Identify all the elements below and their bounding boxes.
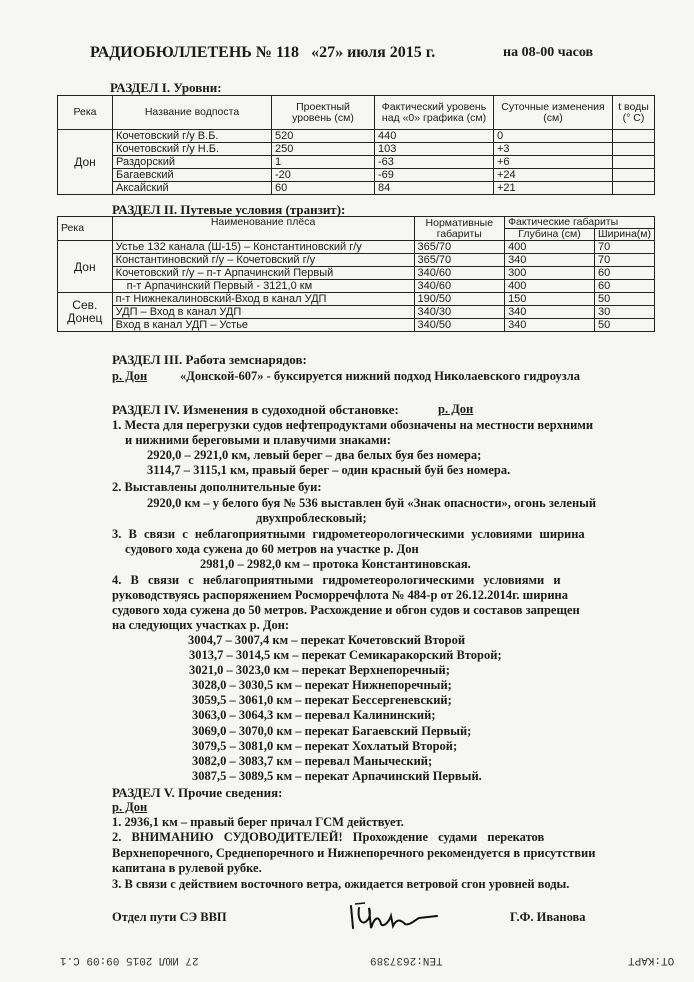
section4-item4: 4. В связи с неблагоприятными гидрометеорологическими условиями и: [112, 573, 561, 587]
daily-change: +6: [494, 156, 613, 169]
norm-size: 340/60: [414, 267, 505, 280]
water-temp: [613, 182, 655, 195]
list-item: 3004,7 – 3007,4 км – перекат Кочетовский Второй: [188, 633, 466, 647]
gauge-name: Кочетовский г/у Н.Б.: [113, 143, 272, 156]
col-header: Река: [58, 96, 113, 130]
reach-name: п-т Арпачинский Первый - 3121,0 км: [112, 280, 414, 293]
actual-level: -69: [375, 169, 494, 182]
section5-item3: 3. В связи с действием восточного ветра, ожидается ветровой сгон уровней воды.: [112, 877, 570, 891]
width: 60: [594, 267, 654, 280]
section2-title: РАЗДЕЛ II. Путевые условия (транзит):: [112, 202, 346, 217]
reach-name: Вход в канал УДП – Устье: [112, 319, 414, 332]
section4-item4-cont: на следующих участках р. Дон:: [112, 618, 290, 632]
width: 30: [594, 306, 654, 319]
section3-river: р. Дон: [112, 369, 148, 383]
table-row: [58, 306, 655, 319]
table-row: [58, 280, 655, 293]
department-label: Отдел пути СЭ ВВП: [112, 910, 227, 924]
norm-size: 340/30: [414, 306, 505, 319]
list-item: 3079,5 – 3081,0 км – перекат Хохлатый Второй;: [192, 739, 458, 753]
fax-header-strip: [0, 950, 694, 982]
width: 60: [594, 280, 654, 293]
bulletin-title: РАДИОБЮЛЛЕТЕНЬ № 118: [90, 44, 300, 61]
daily-change: 0: [494, 130, 613, 143]
col-header: Суточные изменения (см): [494, 96, 613, 130]
river-cell: Сев. Донец: [58, 293, 113, 332]
river-cell: Дон: [58, 241, 113, 293]
reach-name: Кочетовский г/у – п-т Арпачинский Первый: [112, 267, 414, 280]
design-level: 1: [272, 156, 375, 169]
section5-river: р. Дон: [112, 800, 148, 814]
norm-size: 190/50: [414, 293, 505, 306]
design-level: 250: [272, 143, 375, 156]
gauge-name: Кочетовский г/у В.Б.: [113, 130, 272, 143]
depth: 340: [505, 254, 595, 267]
actual-level: -63: [375, 156, 494, 169]
design-level: -20: [272, 169, 375, 182]
section4-item1-line: 2920,0 – 2921,0 км, левый берег – два белых буя без номера;: [147, 448, 482, 462]
water-temp: [613, 130, 655, 143]
reach-name: Константиновский г/у – Кочетовский г/у: [112, 254, 414, 267]
width: 50: [594, 293, 654, 306]
fax-phone: TEN:2637389: [370, 954, 443, 966]
section5-item2: 2. ВНИМАНИЮ СУДОВОДИТЕЛЕЙ! Прохождение судами перекатов: [112, 830, 545, 844]
section3-text: «Донской-607» - буксируется нижний подход Николаевского гидроузла: [180, 369, 581, 383]
bulletin-time: на 08-00 часов: [503, 45, 594, 60]
table-row: [58, 156, 655, 169]
water-temp: [613, 156, 655, 169]
section5-item2-cont: капитана в рулевой рубке.: [112, 861, 262, 875]
list-item: 3059,5 – 3061,0 км – перекат Бессергеневский;: [192, 693, 452, 707]
depth: 340: [505, 306, 595, 319]
col-header: Ширина(м): [594, 229, 654, 241]
river-cell: Дон: [58, 130, 113, 195]
norm-size: 365/70: [414, 254, 505, 267]
bulletin-date: «27» июля 2015 г.: [311, 44, 436, 61]
list-item: 3028,0 – 3030,5 км – перекат Нижнепоречный;: [192, 678, 452, 692]
section4-item1-cont: и нижними береговыми и плавучими знаками:: [125, 433, 391, 447]
gauge-name: Аксайский: [113, 182, 272, 195]
col-header: Наименование плёса: [112, 217, 414, 241]
signer-name: Г.Ф. Иванова: [510, 910, 586, 924]
section4-item4-cont: руководствуясь распоряжением Росморречфлота № 484-р от 26.12.2014г. ширина: [112, 588, 569, 602]
depth: 400: [505, 280, 595, 293]
width: 70: [594, 241, 654, 254]
list-item: 3069,0 – 3070,0 км – перекат Багаевский Первый;: [192, 724, 472, 738]
section4-item3-line: 2981,0 – 2982,0 км – протока Константиновская.: [200, 557, 471, 571]
levels-table: [57, 95, 655, 195]
bulletin-header: [90, 44, 443, 62]
actual-level: 440: [375, 130, 494, 143]
daily-change: +3: [494, 143, 613, 156]
section4-item2: 2. Выставлены дополнительные буи:: [112, 480, 322, 494]
section4-item4-cont: судового хода сужена до 50 метров. Расхождение и обгон судов и составов запрещен: [112, 603, 580, 617]
table-row: [58, 267, 655, 280]
section5-item1: 1. 2936,1 км – правый берег причал ГСМ действует.: [112, 815, 404, 829]
signature-image: [345, 898, 440, 936]
transit-table: [57, 216, 655, 332]
table-row: [58, 254, 655, 267]
design-level: 520: [272, 130, 375, 143]
section5-item2-cont: Верхнепоречного, Среднепоречного и Нижнепоречного рекомендуется в присутствии: [112, 846, 596, 860]
table-row: [58, 241, 655, 254]
gauge-name: Раздорский: [113, 156, 272, 169]
section4-item1: 1. Места для перегрузки судов нефтепродуктами обозначены на местности верхними: [112, 418, 594, 432]
norm-size: 365/70: [414, 241, 505, 254]
col-header: t воды (° С): [613, 96, 655, 130]
col-header: Название водпоста: [113, 96, 272, 130]
list-item: 3021,0 – 3023,0 км – перекат Верхнепоречный;: [189, 663, 450, 677]
col-header: Фактические габариты: [505, 217, 655, 229]
list-item: 3082,0 – 3083,7 км – перевал Маныческий;: [192, 754, 433, 768]
table-row: [58, 169, 655, 182]
reach-name: Устье 132 канала (Ш-15) – Константиновский г/у: [112, 241, 414, 254]
design-level: 60: [272, 182, 375, 195]
depth: 340: [505, 319, 595, 332]
depth: 300: [505, 267, 595, 280]
col-header: Глубина (см): [505, 229, 595, 241]
width: 50: [594, 319, 654, 332]
list-item: 3087,5 – 3089,5 км – перекат Арпачинский Первый.: [192, 769, 482, 783]
section4-item3: 3. В связи с неблагоприятными гидрометеорологическими условиями ширина: [112, 527, 585, 541]
gauge-name: Багаевский: [113, 169, 272, 182]
daily-change: +21: [494, 182, 613, 195]
section4-river: р. Дон: [438, 402, 474, 416]
water-temp: [613, 169, 655, 182]
col-header: Проектный уровень (см): [272, 96, 375, 130]
actual-level: 84: [375, 182, 494, 195]
section4-item2-cont: двухпроблесковый;: [256, 511, 367, 525]
section4-item3-cont: судового хода сужена до 60 метров на участке р. Дон: [125, 542, 419, 556]
fax-from: OT:KAPT: [628, 954, 675, 966]
width: 70: [594, 254, 654, 267]
depth: 400: [505, 241, 595, 254]
norm-size: 340/60: [414, 280, 505, 293]
reach-name: УДП – Вход в канал УДП: [112, 306, 414, 319]
section4-title: РАЗДЕЛ IV. Изменения в судоходной обстановке:: [112, 402, 399, 417]
depth: 150: [505, 293, 595, 306]
table-row: [58, 130, 655, 143]
table-row: [58, 182, 655, 195]
list-item: 3063,0 – 3064,3 км – перевал Калининский;: [192, 708, 436, 722]
table-row: [58, 293, 655, 306]
section3-title: РАЗДЕЛ III. Работа земснарядов:: [112, 352, 307, 367]
section4-item2-line: 2920,0 км – у белого буя № 536 выставлен буй «Знак опасности», огонь зеленый: [147, 496, 597, 510]
col-header: Нормативные габариты: [414, 217, 505, 241]
table-row: [58, 319, 655, 332]
section4-item1-line: 3114,7 – 3115,1 км, правый берег – один красный буй без номера.: [147, 463, 511, 477]
col-header: Река: [58, 217, 113, 241]
section5-title: РАЗДЕЛ V. Прочие сведения:: [112, 785, 283, 800]
fax-time-stamp: 27 ИЮЛ 2015 09:09 C.1: [60, 954, 199, 966]
norm-size: 340/50: [414, 319, 505, 332]
actual-level: 103: [375, 143, 494, 156]
water-temp: [613, 143, 655, 156]
list-item: 3013,7 – 3014,5 км – перекат Семикаракорский Второй;: [189, 648, 502, 662]
section1-title: РАЗДЕЛ I. Уровни:: [110, 80, 222, 95]
col-header: Фактический уровень над «0» графика (см): [375, 96, 494, 130]
table-row: [58, 143, 655, 156]
daily-change: +24: [494, 169, 613, 182]
reach-name: п-т Нижнекалиновский-Вход в канал УДП: [112, 293, 414, 306]
